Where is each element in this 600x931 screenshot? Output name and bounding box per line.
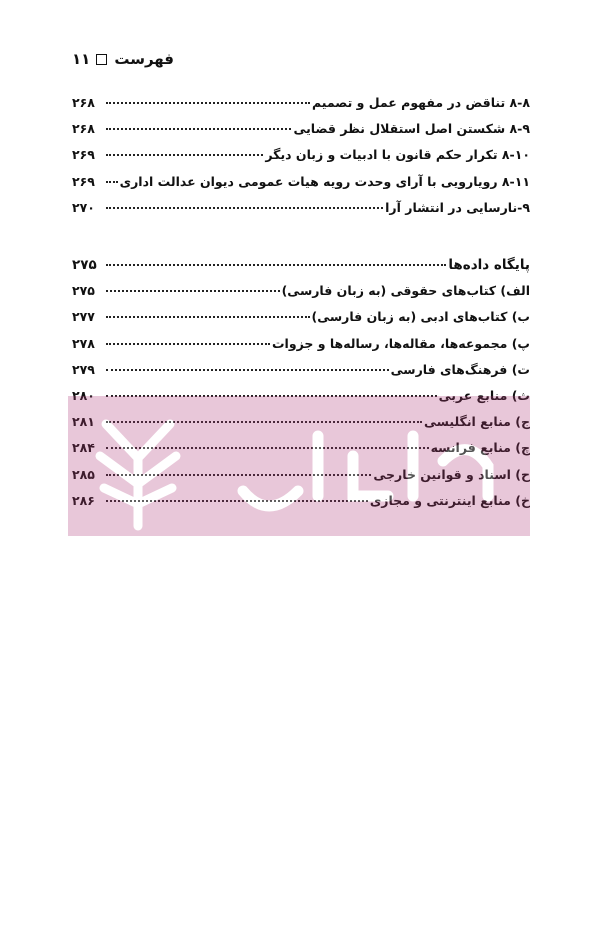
dot-leader (106, 128, 291, 130)
references-heading-row[interactable] (72, 257, 530, 283)
dot-leader (106, 290, 280, 292)
toc-entry-title: چ) منابع فرانسه (430, 440, 530, 456)
dot-leader (106, 447, 429, 449)
toc-entry-title: ۸-۱۰ تکرار حکم قانون با ادبیات و زبان دیگر (265, 147, 530, 163)
page-header (72, 50, 174, 68)
section-heading: پایگاه داده‌ها (448, 257, 530, 273)
dot-leader (106, 154, 263, 156)
dot-leader (106, 343, 270, 345)
toc-entry[interactable] (72, 309, 530, 335)
toc-entry-page: ۲۷۵ (72, 283, 95, 299)
toc-entry-title: ح) اسناد و قوانین خارجی (373, 466, 530, 482)
toc-entry[interactable] (72, 440, 530, 466)
toc-entry[interactable] (72, 200, 530, 226)
dot-leader (106, 500, 368, 502)
toc-entry-page: ۲۷۸ (72, 335, 95, 351)
dot-leader (106, 316, 310, 318)
toc-entry-page: ۲۸۵ (72, 466, 95, 482)
toc-entry-title: پ) مجموعه‌ها، مقاله‌ها، رساله‌ها و جزوات (271, 335, 530, 351)
toc-entry-page: ۲۸۱ (72, 414, 95, 430)
toc-entry[interactable] (72, 362, 530, 388)
toc-entry-title: ۸-۸ تناقض در مفهوم عمل و تصمیم (311, 95, 530, 110)
dot-leader (106, 474, 371, 476)
dot-leader (106, 369, 389, 371)
toc-entry-title: الف) کتاب‌های حقوقی (به زبان فارسی) (281, 283, 530, 299)
toc-entry-title: خ) منابع اینترنتی و مجازی (369, 492, 530, 508)
page-number: ۱۱ (72, 50, 91, 68)
toc-entry-page: ۲۶۹ (72, 147, 95, 163)
dot-leader (106, 181, 118, 183)
toc-entry[interactable] (72, 283, 530, 309)
toc-entry[interactable] (72, 493, 530, 519)
dot-leader (106, 395, 437, 397)
dot-leader (106, 264, 446, 266)
toc-entry-page: ۲۶۹ (72, 173, 95, 189)
toc-entry-title: ۸-۱۱ رویارویی با آرای وحدت رویه هیات عمومی دیوان عدالت اداری (119, 173, 530, 189)
toc-entry-page: ۲۸۴ (72, 440, 95, 456)
toc-entry-title: ۹-نارسایی در انتشار آرا (385, 199, 530, 215)
toc-entry-page: ۲۷۹ (72, 361, 95, 377)
toc-entry-title: ب) کتاب‌های ادبی (به زبان فارسی) (311, 309, 530, 325)
dot-leader (106, 421, 422, 423)
toc-entry-page: ۲۷۵ (72, 257, 97, 273)
dot-leader (106, 207, 383, 209)
toc-entry[interactable] (72, 336, 530, 362)
toc-section-1 (72, 95, 530, 226)
toc-entry-page: ۲۶۸ (72, 95, 95, 110)
toc-references (72, 257, 530, 519)
toc-entry[interactable] (72, 174, 530, 200)
header-label: فهرست (114, 50, 174, 68)
toc-entry-page: ۲۷۷ (72, 309, 95, 325)
toc-entry-title: ۸-۹ شکستن اصل استقلال نظر قضایی (293, 121, 530, 137)
toc-entry-title: ج) منابع انگلیسی (423, 414, 530, 430)
toc-entry[interactable] (72, 121, 530, 147)
toc-entry-page: ۲۸۰ (72, 387, 95, 403)
toc-entry-page: ۲۶۸ (72, 121, 95, 137)
toc-entry[interactable] (72, 95, 530, 121)
toc-entry[interactable] (72, 147, 530, 173)
toc-entry[interactable] (72, 414, 530, 440)
toc-entry-title: ث) منابع عربی (438, 387, 530, 403)
toc-entry-page: ۲۸۶ (72, 492, 95, 508)
toc-entry-title: ت) فرهنگ‌های فارسی (390, 361, 530, 377)
toc-entry[interactable] (72, 388, 530, 414)
dot-leader (106, 102, 310, 104)
toc-entry[interactable] (72, 467, 530, 493)
square-bullet-icon (96, 54, 107, 65)
toc-entry-page: ۲۷۰ (72, 199, 95, 215)
